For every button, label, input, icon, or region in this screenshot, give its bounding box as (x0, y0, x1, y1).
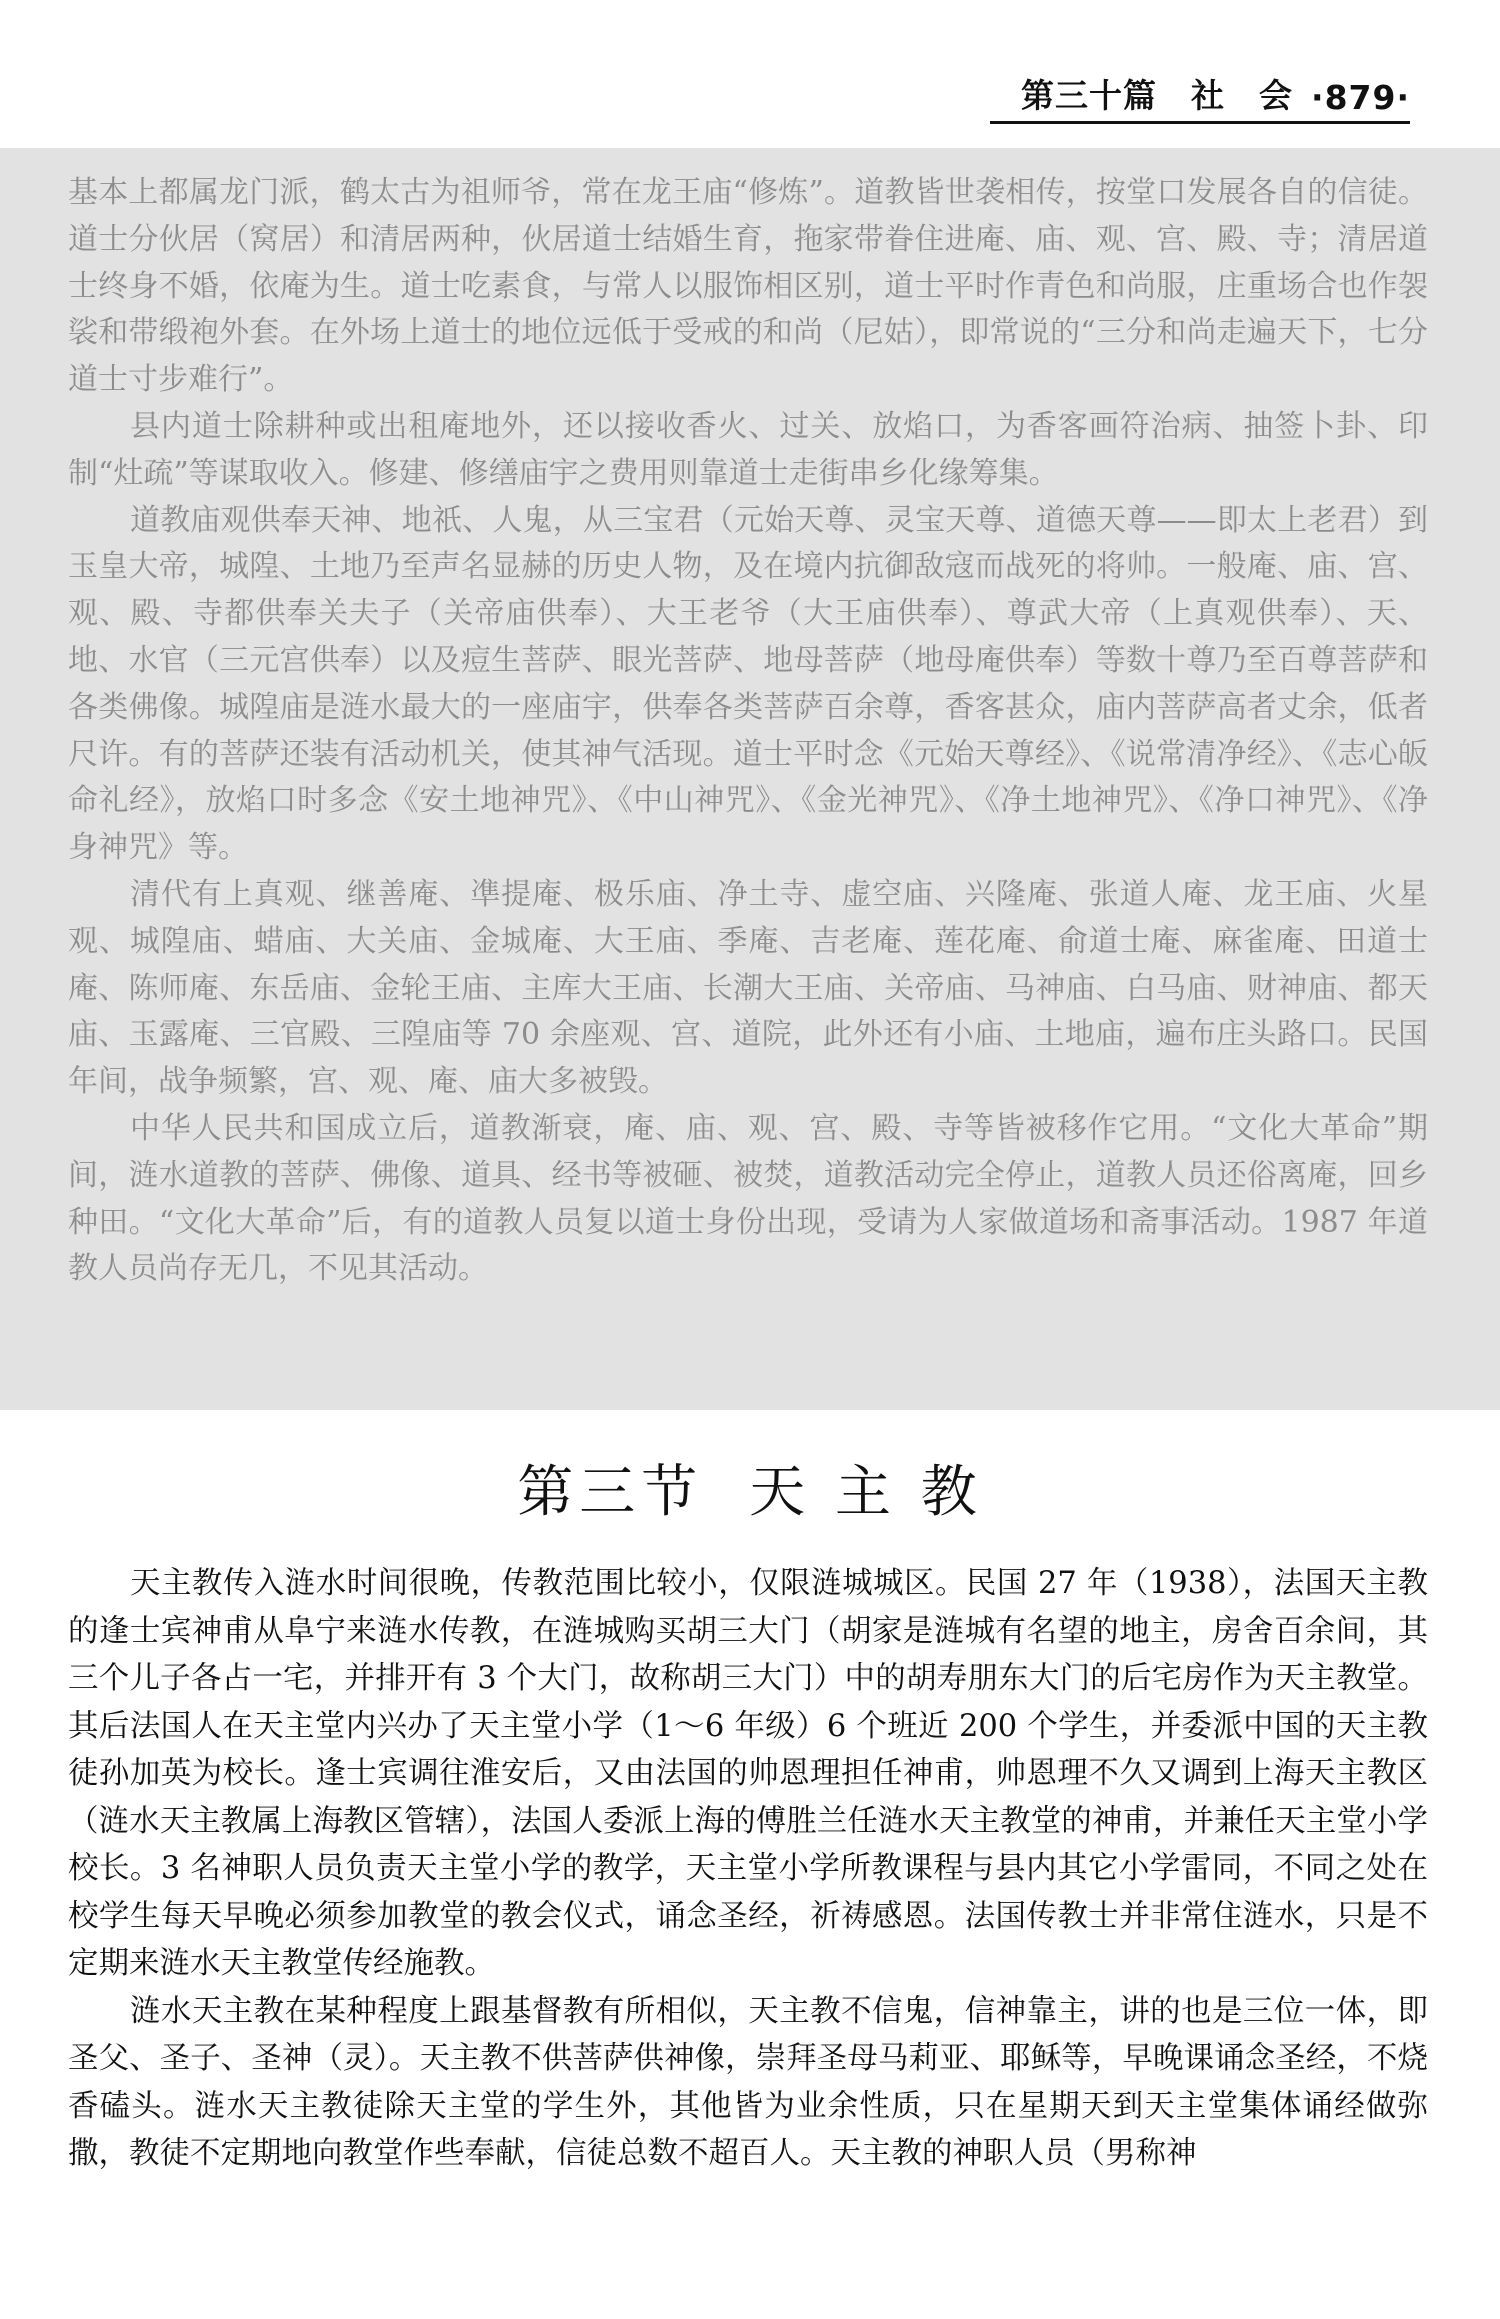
gray-paragraph-5: 中华人民共和国成立后，道教渐衰，庵、庙、观、宫、殿、寺等皆被移作它用。“文化大革命”期间，涟水道教的菩萨、佛像、道具、经书等被砸、被焚，道教活动完全停止，道教人员还俗离庵，回乡种田。“文化大革命”后，有的道教人员复以道士身份出现，受请为人家做道场和斋事活动。1987 年道教人员尚存无几，不见其活动。 (68, 1110, 1428, 1287)
chapter-title: 第三十篇 社 会 (1021, 76, 1294, 115)
gray-paragraph-2: 县内道士除耕种或出租庵地外，还以接收香火、过关、放焰口，为香客画符治病、抽签卜卦、印制“灶疏”等谋取收入。修建、修缮庙宇之费用则靠道士走街串乡化缘筹集。 (68, 408, 1428, 491)
gray-paragraph-1: 基本上都属龙门派，鹤太古为祖师爷，常在龙王庙“修炼”。道教皆世袭相传，按堂口发展各自的信徒。道士分伙居（窝居）和清居两种，伙居道士结婚生育，拖家带眷住进庵、庙、观、宫、殿、寺；清居道士终身不婚，依庵为生。道士吃素食，与常人以服饰相区别，道士平时作青色和尚服，庄重场合也作袈裟和带缎袍外套。在外场上道士的地位远低于受戒的和尚（尼姑），即常说的“三分和尚走遍天下，七分道士寸步难行”。 (68, 175, 1428, 398)
shaded-text-block (0, 148, 1500, 1410)
section-heading (0, 1448, 1500, 1528)
body-paragraph-2: 涟水天主教在某种程度上跟基督教有所相似，天主教不信鬼，信神靠主，讲的也是三位一体，即圣父、圣子、圣神（灵）。天主教不供菩萨供神像，崇拜圣母马莉亚、耶稣等，早晚课诵念圣经，不烧香磕头。涟水天主教徒除天主堂的学生外，其他皆为业余性质，只在星期天到天主堂集体诵经做弥撒，教徒不定期地向教堂作些奉献，信徒总数不超百人。天主教的神职人员（男称神 (68, 1993, 1428, 2171)
body-paragraph-1: 天主教传入涟水时间很晚，传教范围比较小，仅限涟城城区。民国 27 年（1938），法国天主教的逢士宾神甫从阜宁来涟水传教，在涟城购买胡三大门（胡家是涟城有名望的地主，房舍百余间，其三个儿子各占一宅，并排开有 3 个大门，故称胡三大门）中的胡寿朋东大门的后宅房作为天主教堂。其后法国人在天主堂内兴办了天主堂小学（1～6 年级）6 个班近 200 个学生，并委派中国的天主教徒孙加英为校长。逢士宾调往淮安后，又由法国的帅恩理担任神甫，帅恩理不久又调到上海天主教区（涟水天主教属上海教区管辖），法国人委派上海的傅胜兰任涟水天主教堂的神甫，并兼任天主堂小学校长。3 名神职人员负责天主堂小学的教学，天主堂小学所教课程与县内其它小学雷同，不同之处在校学生每天早晚必须参加教堂的教会仪式，诵念圣经，祈祷感恩。法国传教士并非常住涟水，只是不定期来涟水天主教堂传经施教。 (68, 1566, 1428, 1981)
page-number: ·879· (1311, 78, 1410, 117)
gray-paragraph-3: 道教庙观供奉天神、地祇、人鬼，从三宝君（元始天尊、灵宝天尊、道德天尊——即太上老君）到玉皇大帝，城隍、土地乃至声名显赫的历史人物，及在境内抗御敌寇而战死的将帅。一般庵、庙、宫、观、殿、寺都供奉关夫子（关帝庙供奉）、大王老爷（大王庙供奉）、尊武大帝（上真观供奉）、天、地、水官（三元宫供奉）以及痘生菩萨、眼光菩萨、地母菩萨（地母庵供奉）等数十尊乃至百尊菩萨和各类佛像。城隍庙是涟水最大的一座庙宇，供奉各类菩萨百余尊，香客甚众，庙内菩萨高者丈余，低者尺许。有的菩萨还装有活动机关，使其神气活现。道士平时念《元始天尊经》、《说常清净经》、《志心皈命礼经》，放焰口时多念《安土地神咒》、《中山神咒》、《金光神咒》、《净土地神咒》、《净口神咒》、《净身神咒》等。 (68, 502, 1428, 866)
main-body-text (68, 1560, 1428, 2178)
section-name: 天 主 教 (749, 1460, 983, 1525)
section-number: 第三节 (517, 1460, 704, 1525)
running-header (990, 72, 1410, 124)
gray-paragraph-4: 清代有上真观、继善庵、凖提庵、极乐庙、净土寺、虚空庙、兴隆庵、张道人庵、龙王庙、火星观、城隍庙、蜡庙、大关庙、金城庵、大王庙、季庵、吉老庵、莲花庵、俞道士庵、麻雀庵、田道士庵、陈师庵、东岳庙、金轮王庙、主库大王庙、长潮大王庙、关帝庙、马神庙、白马庙、财神庙、都天庙、玉露庵、三官殿、三隍庙等 70 余座观、宫、道院，此外还有小庙、土地庙，遍布庄头路口。民国年间，战争频繁，宫、观、庵、庙大多被毁。 (68, 876, 1428, 1100)
